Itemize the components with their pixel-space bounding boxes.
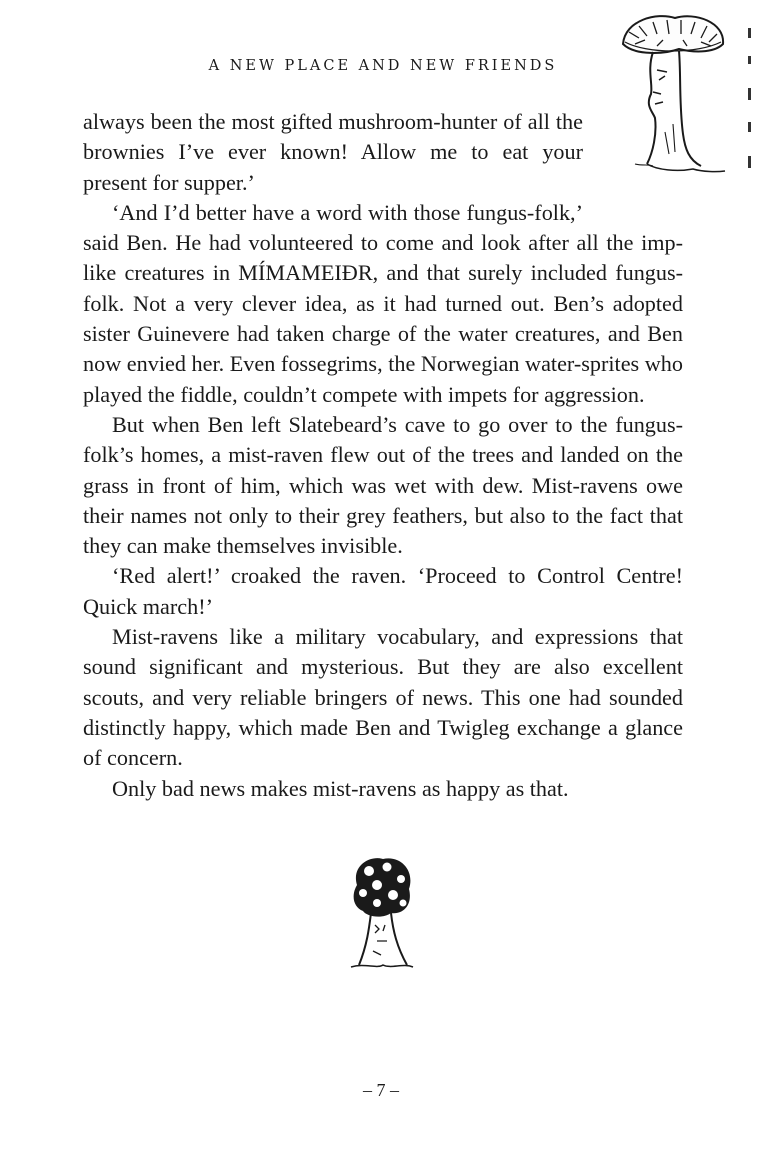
paragraph: always been the most gifted mushroom-hunter of all the brownies I’ve ever known! Allow me to eat your present for supper.’: [83, 109, 583, 195]
paragraph: ‘And I’d better have a word with those fungus-folk,’ said Ben. He had volunteered to come and look after all the imp-like creatures in MÍMAMEIÐR, and that surely included fungus-folk. Not a very clever idea, as it had turned out. Ben’s adopted sister Guinevere had taken charge of the water creatures, and Ben now envied her. Even fossegrims, the Norwegian water-sprites who played the fiddle, couldn’t compete with impets for aggression.: [83, 199, 683, 407]
paragraph: Mist-ravens like a military vocabulary, and expressions that sound significant and mysterious. But they are also excellent scouts, and very reliable bringers of news. This one had sounded distinctly happy, which made Ben and Twigleg exchange a glance of concern.: [83, 624, 683, 771]
paragraph: But when Ben left Slatebeard’s cave to go over to the fungus-folk’s homes, a mist-raven flew out of the trees and landed on the grass in front of him, which was wet with dew. Mist-ravens owe their names not only to their grey feathers, but also to the fact that they can make themselves invisible.: [83, 411, 683, 559]
paragraph: ‘Red alert!’ croaked the raven. ‘Proceed to Control Centre! Quick march!’: [83, 563, 683, 619]
page-edge-marks: [748, 28, 754, 178]
illustration-wrap-space: [583, 107, 683, 198]
running-header: A NEW PLACE AND NEW FRIENDS: [208, 58, 558, 74]
spotted-fungus-figure-icon: [347, 855, 417, 973]
page-number: – 7 –: [363, 1080, 399, 1100]
paragraph: Only bad news makes mist-ravens as happy as that.: [112, 775, 569, 801]
body-text: [83, 107, 683, 804]
